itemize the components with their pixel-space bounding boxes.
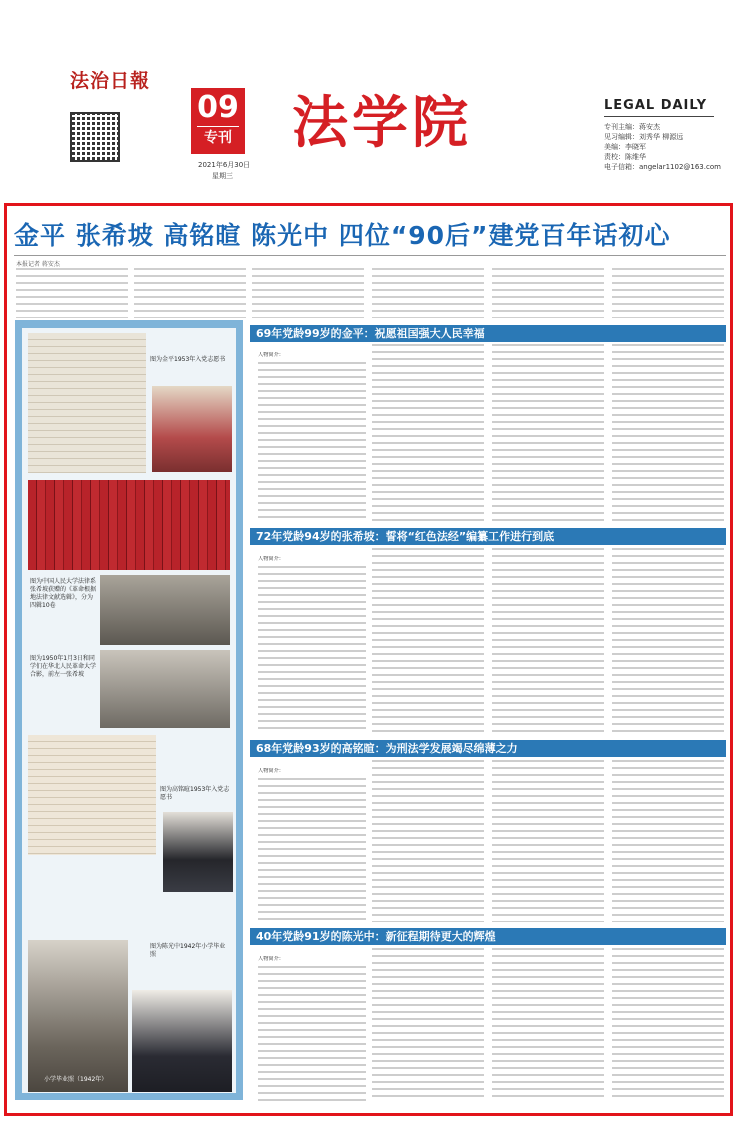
section-banner: 72年党龄94岁的张希坡：誓将“红色法经”编纂工作进行到底 — [250, 528, 726, 545]
body-text-block — [492, 948, 604, 1102]
intro-column — [16, 268, 128, 318]
credit-line: 电子信箱：angelar1102@163.com — [604, 163, 721, 171]
intro-column — [612, 268, 724, 318]
issue-weekday: 星期三 — [212, 172, 233, 180]
credit-line: 见习编辑：刘秀华 柳源远 — [604, 133, 684, 141]
credit-line: 责校：陈维华 — [604, 153, 646, 161]
section-banner: 40年党龄91岁的陈光中：新征程期待更大的辉煌 — [250, 928, 726, 945]
body-text-block — [372, 760, 484, 922]
newspaper-brand: 法治日報 — [70, 70, 151, 92]
body-text-block — [612, 548, 724, 734]
body-text-block — [258, 362, 366, 522]
bookshelf-photo — [28, 480, 230, 570]
body-text-block — [492, 344, 604, 522]
body-text-block — [258, 778, 366, 922]
section-banner: 68年党龄93岁的高铭暄：为刑法学发展竭尽绵薄之力 — [250, 740, 726, 757]
body-text-block — [258, 966, 366, 1102]
caption: 图为高铭暄1953年入党志愿书 — [160, 786, 230, 801]
bio-heading: 人物简介： — [258, 956, 284, 962]
book-collection-photo — [100, 575, 230, 645]
body-text-block — [372, 948, 484, 1102]
divider — [604, 116, 714, 117]
body-text-block — [372, 548, 484, 734]
reporter: 本报记者 蒋安杰 — [16, 261, 60, 268]
body-text-block — [492, 760, 604, 922]
caption: 图为陈光中1942年小学毕业照 — [150, 943, 226, 958]
intro-column — [492, 268, 604, 318]
headline-rule — [14, 255, 726, 256]
document-photo — [28, 735, 156, 855]
credits — [604, 122, 721, 172]
portrait-photo — [152, 386, 232, 472]
headline: 金平 张希坡 高铭暄 陈光中 四位“90后”建党百年话初心 — [14, 221, 671, 250]
body-text-block — [612, 948, 724, 1102]
portrait-photo — [132, 990, 232, 1092]
page-number-box — [191, 88, 245, 154]
intro-column — [134, 268, 246, 318]
intro-column — [372, 268, 484, 318]
portrait-photo — [163, 812, 233, 892]
child-portrait-photo — [28, 940, 128, 1092]
body-text-block — [612, 344, 724, 522]
credit-line: 美编：李晓军 — [604, 143, 646, 151]
body-text-block — [612, 760, 724, 922]
document-photo — [28, 333, 146, 473]
credit-line: 专刊主编：蒋安杰 — [604, 123, 660, 131]
section-banner: 69年党龄99岁的金平：祝愿祖国强大人民幸福 — [250, 325, 726, 342]
body-text-block — [492, 548, 604, 734]
caption: 图为金平1953年入党志愿书 — [150, 356, 226, 363]
issue-date: 2021年6月30日 — [198, 161, 251, 169]
page-number: 09 — [197, 90, 239, 125]
page-label: 专刊 — [197, 126, 239, 149]
body-text-block — [372, 344, 484, 522]
qr-code-overlay — [72, 114, 118, 160]
bio-heading: 人物简介： — [258, 352, 284, 358]
photo-caption: 小学毕业照（1942年） — [44, 1076, 108, 1083]
group-photo — [100, 650, 230, 728]
intro-column — [252, 268, 364, 318]
english-name: LEGAL DAILY — [604, 98, 708, 113]
caption: 图为中国人民大学法律系张希坡获赠的《革命根据地法律文献选辑》，分为四辑10卷 — [30, 578, 97, 609]
section-title: 法学院 — [292, 90, 472, 156]
bio-heading: 人物简介： — [258, 556, 284, 562]
caption: 图为1950年1月3日和同学们在华北人民革命大学合影，前左一张希坡 — [30, 655, 97, 678]
bio-heading: 人物简介： — [258, 768, 284, 774]
body-text-block — [258, 566, 366, 734]
